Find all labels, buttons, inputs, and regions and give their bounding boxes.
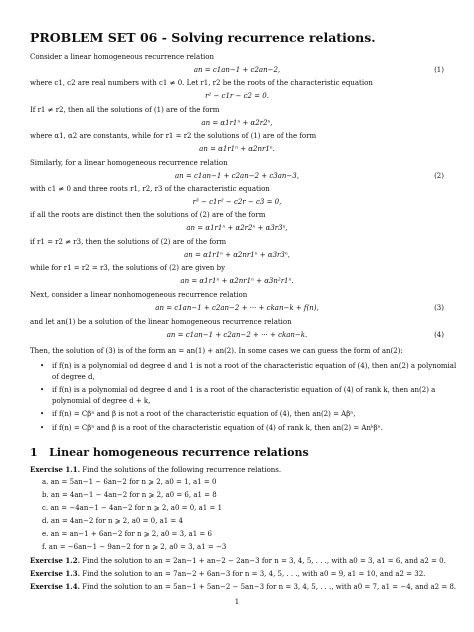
where-text-1: where c1, c2 are real numbers with c1 ≠ 0. Let r1, r2 be the roots of the characteristic equation (30, 79, 373, 87)
characteristic-equation-1: r² − c1r − c2 = 0. (205, 92, 269, 100)
exercise-label: Exercise 1.3. (30, 569, 81, 578)
exercise-item-f: f. an = −6an−1 − 9an−2 for n ⩾ 2, a0 = 3, a1 = −3 (42, 543, 227, 551)
exercise-label: Exercise 1.2. (30, 556, 81, 565)
bullet-2-line-2: polynomial of degree d + k, (52, 397, 151, 405)
if-distinct-text: If r1 ≠ r2, then all the solutions of (1) are of the form (30, 106, 220, 114)
solution-form-5: an = α1r1ⁿ + α2nr1ⁿ + α3n²r1ⁿ. (180, 277, 294, 285)
exercise-label: Exercise 1.4. (30, 582, 81, 591)
bullet-1-line-2: of degree d, (52, 373, 95, 381)
bullet-marker: • (40, 386, 45, 394)
solution-form-1: an = α1r1ⁿ + α2r2ⁿ, (201, 119, 273, 127)
equation-number-4: (4) (434, 331, 444, 339)
characteristic-equation-2: r³ − c1r² − c2r − c3 = 0, (192, 198, 282, 206)
then-text: Then, the solution of (3) is of the form an = an(1) + an(2). In some cases we can guess the form of an(2): (30, 347, 403, 355)
exercise-item-d: d. an = 4an−2 for n ⩾ 2, a0 = 0, a1 = 4 (42, 517, 183, 525)
bullet-2-line-1: if f(n) is a polynomial od degree d and 1 is a root of the characteristic equation of (4) of rank k, then an(2) a (52, 386, 436, 394)
if-double-root-text: if r1 = r2 ≠ r3, then the solutions of (2) are of the form (30, 238, 227, 246)
equation-2: an = c1an−1 + c2an−2 + c3an−3, (175, 172, 299, 180)
exercise-1-4 (30, 582, 456, 592)
exercise-item-a: a. an = 5an−1 − 6an−2 for n ⩾ 2, a0 = 1, a1 = 0 (42, 478, 217, 486)
exercise-1-2 (30, 556, 446, 566)
equation-number-2: (2) (434, 172, 444, 180)
solution-form-2: an = α1r1ⁿ + α2nr1ⁿ. (199, 145, 275, 153)
bullet-marker: • (40, 424, 45, 432)
solution-form-3: an = α1r1ⁿ + α2r2ⁿ + α3r3ⁿ, (186, 224, 288, 232)
exercise-text: Find the solution to an = 2an−1 + an−2 − 2an−3 for n = 3, 4, 5, . . ., with a0 = 3, a1 = 6, and a2 = 0. (82, 557, 446, 565)
bullet-marker: • (40, 410, 45, 418)
exercise-1-3 (30, 569, 425, 579)
where-text-2: where α1, α2 are constants, while for r1 = r2 the solutions of (1) are of the form (30, 132, 317, 140)
solution-form-4: an = α1r1ⁿ + α2nr1ⁿ + α3r3ⁿ, (184, 251, 290, 259)
exercise-item-b: b. an = 4an−1 − 4an−2 for n ⩾ 2, a0 = 6, a1 = 8 (42, 491, 217, 499)
exercise-label: Exercise 1.1. (30, 465, 81, 474)
exercise-item-e: e. an = an−1 + 6an−2 for n ⩾ 2, a0 = 3, a1 = 6 (42, 530, 212, 538)
equation-1: an = c1an−1 + c2an−2, (193, 66, 281, 74)
exercise-item-c: c. an = −4an−1 − 4an−2 for n ⩾ 2, a0 = 0, a1 = 1 (42, 504, 223, 512)
page-title: PROBLEM SET 06 - Solving recurrence relations. (30, 30, 376, 45)
exercise-text: Find the solution to an = 5an−1 + 5an−2 − 5an−3 for n = 3, 4, 5, . . ., with a0 = 7, a1 = −4, and a2 = 8. (82, 583, 457, 591)
bullet-3-line-1: if f(n) = Cβⁿ and β is not a root of the characteristic equation of (4), then an(2) = Aβⁿ, (52, 410, 356, 418)
equation-3: an = c1an−1 + c2an−2 + ··· + ckan−k + f(n), (155, 304, 319, 312)
bullet-4-line-1: if f(n) = Cβⁿ and β is a root of the characteristic equation of (4) of rank k, then an(2) = Anᵏβⁿ. (52, 424, 383, 432)
with-three-roots-text: with c1 ≠ 0 and three roots r1, r2, r3 of the characteristic equation (30, 185, 270, 193)
page-number: 1 (234, 598, 240, 606)
intro-text: Consider a linear homogeneous recurrence relation (30, 53, 214, 61)
similarly-text: Similarly, for a linear homogeneous recurrence relation (30, 159, 228, 167)
exercise-text: Find the solutions of the following recurrence relations. (82, 466, 282, 474)
bullet-1-line-1: if f(n) is a polynomial od degree d and 1 is not a root of the characteristic equation of (4), then an(2) a polynomial (52, 362, 457, 370)
exercise-1-1 (30, 465, 281, 475)
equation-number-1: (1) (434, 66, 444, 74)
equation-4: an = c1an−1 + c2an−2 + ··· + ckan−k. (166, 331, 308, 339)
section-number: 1 (30, 446, 38, 459)
equation-number-3: (3) (434, 304, 444, 312)
exercise-text: Find the solution to an = 7an−2 + 6an−3 for n = 3, 4, 5, . . ., with a0 = 9, a1 = 10, and a2 = 32. (82, 570, 426, 578)
while-triple-root-text: while for r1 = r2 = r3, the solutions of (2) are given by (30, 264, 226, 272)
section-title: Linear homogeneous recurrence relations (49, 446, 309, 459)
nonhomogeneous-intro: Next, consider a linear nonhomogeneous recurrence relation (30, 291, 248, 299)
and-let-text: and let an(1) be a solution of the linear homogeneous recurrence relation (30, 318, 292, 326)
section-heading (30, 446, 309, 459)
bullet-marker: • (40, 362, 45, 370)
if-all-distinct-text: if all the roots are distinct then the solutions of (2) are of the form (30, 211, 266, 219)
